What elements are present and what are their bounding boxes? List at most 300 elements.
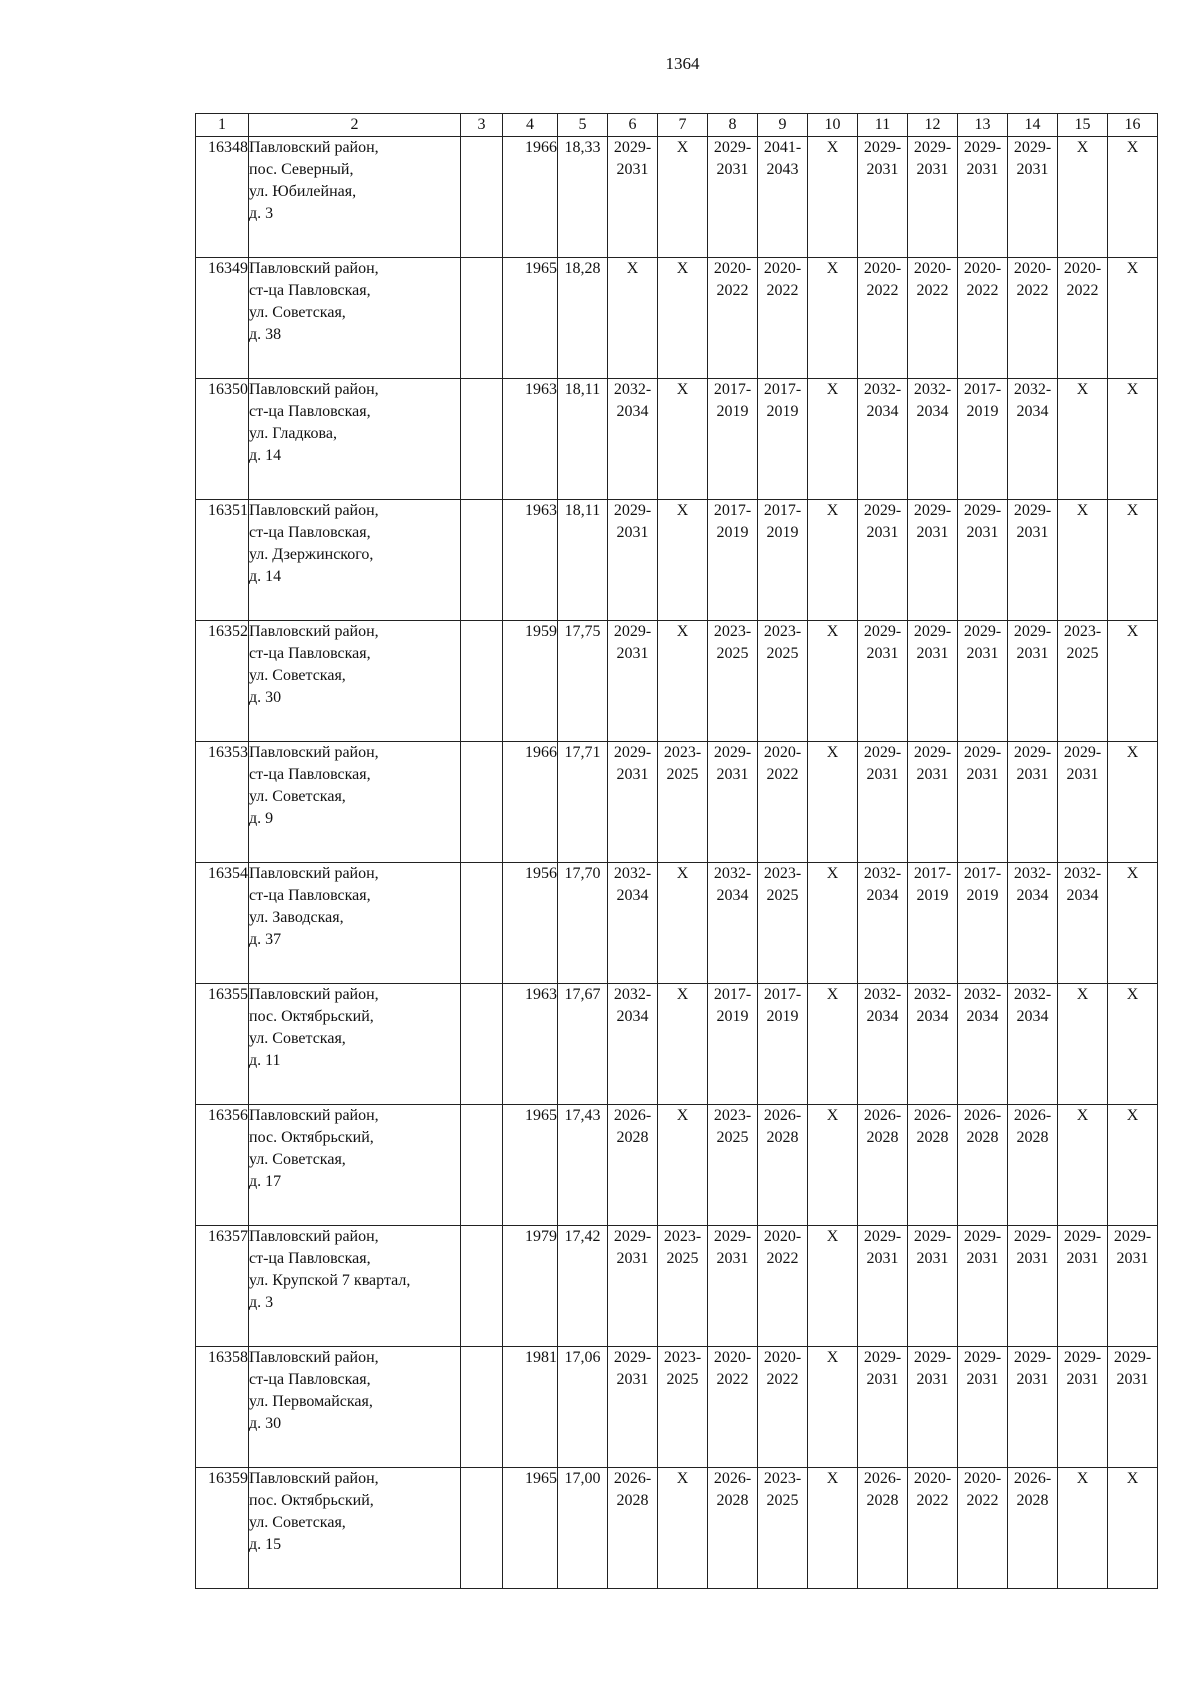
period-cell: X [658,621,708,742]
period-start: 2017- [763,381,802,398]
period-start: 2032- [713,865,752,882]
column-3-cell [461,984,503,1105]
period-cell [1008,1105,1058,1226]
period-end: 2034 [916,1008,949,1025]
period-end: 2031 [916,1371,949,1388]
year-cell: 1965 [503,1468,558,1589]
table-body [196,114,1158,1589]
period-start: 2017- [763,986,802,1003]
period-start: 2017- [763,502,802,519]
address-line: ст-ца Павловская, [249,1371,371,1388]
period-start: 2029- [963,1349,1002,1366]
period-start: 2029- [613,1349,652,1366]
period-cell [758,1468,808,1589]
table-row [196,258,1158,379]
period-start: 2029- [713,1228,752,1245]
address-line: ул. Советская, [249,1151,346,1168]
period-cell [958,137,1008,258]
address-line: д. 14 [249,568,282,585]
period-cell: X [808,137,858,258]
period-start: 2023- [663,1228,702,1245]
year-cell: 1956 [503,863,558,984]
period-end: 2034 [616,1008,649,1025]
period-cell [958,1105,1008,1226]
period-end: 2025 [666,1371,699,1388]
period-start: 2029- [913,1349,952,1366]
period-end: 2025 [666,1250,699,1267]
period-cell [708,621,758,742]
address-line: пос. Октябрьский, [249,1129,374,1146]
period-cell [1008,1226,1058,1347]
period-cell [958,258,1008,379]
period-end: 2031 [1116,1250,1149,1267]
period-cell [608,379,658,500]
value-cell: 17,71 [558,742,608,863]
column-3-cell [461,258,503,379]
period-cell: X [1108,500,1158,621]
period-end: 2031 [1066,766,1099,783]
period-start: 2029- [1013,1349,1052,1366]
period-end: 2022 [766,282,799,299]
period-start: 2029- [863,623,902,640]
column-header-4: 4 [503,114,558,137]
period-cell [658,1226,708,1347]
address-line: ул. Заводская, [249,909,344,926]
address-line: ул. Советская, [249,788,346,805]
period-start: 2020- [963,1470,1002,1487]
address-cell [249,1226,461,1347]
column-header-16: 16 [1108,114,1158,137]
period-cell [608,621,658,742]
row-number: 16353 [196,742,249,863]
table-row [196,863,1158,984]
period-cell: X [1108,1105,1158,1226]
table-row [196,742,1158,863]
period-cell [958,1226,1008,1347]
period-end: 2022 [966,1492,999,1509]
period-end: 2028 [966,1129,999,1146]
period-start: 2029- [913,744,952,761]
period-end: 2031 [716,161,749,178]
period-end: 2031 [916,524,949,541]
period-cell [708,984,758,1105]
period-end: 2025 [716,1129,749,1146]
column-header-6: 6 [608,114,658,137]
period-start: 2029- [1113,1228,1152,1245]
year-cell: 1965 [503,1105,558,1226]
address-line: Павловский район, [249,1470,379,1487]
period-end: 2031 [916,766,949,783]
row-number: 16352 [196,621,249,742]
column-number-row [196,114,1158,137]
period-start: 2032- [863,381,902,398]
period-end: 2034 [1066,887,1099,904]
period-cell: X [658,1105,708,1226]
value-cell: 17,00 [558,1468,608,1589]
period-end: 2031 [616,161,649,178]
period-end: 2031 [866,766,899,783]
period-cell: X [808,1226,858,1347]
address-line: д. 15 [249,1536,282,1553]
period-cell [708,379,758,500]
period-end: 2034 [616,887,649,904]
period-cell: X [1108,137,1158,258]
period-end: 2031 [616,766,649,783]
period-end: 2028 [866,1492,899,1509]
period-cell: X [1108,984,1158,1105]
period-cell [858,1347,908,1468]
address-cell [249,379,461,500]
period-start: 2032- [613,986,652,1003]
period-cell [1008,1347,1058,1468]
period-cell [708,742,758,863]
period-cell [608,984,658,1105]
address-line: Павловский район, [249,744,379,761]
period-cell: X [808,1105,858,1226]
address-line: пос. Октябрьский, [249,1008,374,1025]
address-line: ст-ца Павловская, [249,524,371,541]
period-cell: X [1108,1468,1158,1589]
period-cell: X [1108,742,1158,863]
period-start: 2026- [1013,1470,1052,1487]
period-start: 2029- [1013,744,1052,761]
period-end: 2019 [766,524,799,541]
period-end: 2034 [616,403,649,420]
period-cell: X [808,1347,858,1468]
column-3-cell [461,1226,503,1347]
period-cell: X [1108,621,1158,742]
period-start: 2020- [763,744,802,761]
period-cell: X [808,500,858,621]
period-cell [758,1226,808,1347]
period-end: 2031 [616,645,649,662]
period-cell [708,137,758,258]
period-end: 2028 [616,1129,649,1146]
period-start: 2029- [1113,1349,1152,1366]
period-end: 2031 [1066,1250,1099,1267]
period-end: 2031 [866,524,899,541]
period-start: 2026- [613,1107,652,1124]
period-end: 2034 [716,887,749,904]
column-3-cell [461,379,503,500]
period-start: 2023- [713,1107,752,1124]
address-cell [249,1347,461,1468]
period-cell: X [808,1468,858,1589]
table-row [196,137,1158,258]
row-number: 16357 [196,1226,249,1347]
period-cell [608,1226,658,1347]
period-start: 2029- [1063,1228,1102,1245]
period-cell [908,500,958,621]
period-end: 2031 [1016,1250,1049,1267]
period-start: 2029- [613,744,652,761]
period-cell [1058,863,1108,984]
column-header-13: 13 [958,114,1008,137]
period-end: 2022 [1066,282,1099,299]
period-cell [608,500,658,621]
period-cell [758,500,808,621]
period-cell: X [658,500,708,621]
period-cell: X [1058,379,1108,500]
registry-table [195,113,1158,1589]
period-cell [908,742,958,863]
period-cell [1058,1347,1108,1468]
period-cell [908,258,958,379]
address-line: ул. Дзержинского, [249,546,374,563]
period-cell [1008,742,1058,863]
period-cell [1058,742,1108,863]
period-start: 2023- [763,623,802,640]
table-row [196,984,1158,1105]
period-end: 2031 [1016,524,1049,541]
column-header-7: 7 [658,114,708,137]
period-cell [958,500,1008,621]
address-line: ул. Советская, [249,1030,346,1047]
period-end: 2034 [1016,403,1049,420]
period-end: 2031 [716,1250,749,1267]
address-line: ст-ца Павловская, [249,1250,371,1267]
period-end: 2028 [1016,1129,1049,1146]
row-number: 16348 [196,137,249,258]
period-cell: X [658,137,708,258]
period-start: 2029- [1013,139,1052,156]
period-cell: X [808,379,858,500]
period-cell [608,1468,658,1589]
period-start: 2032- [913,986,952,1003]
value-cell: 18,33 [558,137,608,258]
address-line: д. 30 [249,689,282,706]
address-cell [249,984,461,1105]
address-line: Павловский район, [249,623,379,640]
address-line: ул. Советская, [249,1514,346,1531]
period-start: 2029- [863,502,902,519]
address-cell [249,1468,461,1589]
period-start: 2029- [1013,623,1052,640]
period-end: 2031 [1116,1371,1149,1388]
period-end: 2043 [766,161,799,178]
period-end: 2031 [1016,1371,1049,1388]
period-end: 2022 [716,282,749,299]
period-end: 2022 [716,1371,749,1388]
column-3-cell [461,742,503,863]
period-end: 2031 [1016,645,1049,662]
period-end: 2031 [966,766,999,783]
period-start: 2032- [613,865,652,882]
period-cell [608,863,658,984]
row-number: 16356 [196,1105,249,1226]
period-end: 2028 [866,1129,899,1146]
year-cell: 1981 [503,1347,558,1468]
period-cell: X [1058,137,1108,258]
period-start: 2026- [713,1470,752,1487]
address-line: ул. Юбилейная, [249,183,357,200]
period-start: 2032- [1063,865,1102,882]
period-cell [958,863,1008,984]
period-start: 2026- [1013,1107,1052,1124]
period-start: 2017- [963,381,1002,398]
period-end: 2022 [766,1250,799,1267]
address-line: д. 14 [249,447,282,464]
period-start: 2026- [963,1107,1002,1124]
period-start: 2029- [913,502,952,519]
period-cell [708,1468,758,1589]
period-cell [1108,1226,1158,1347]
period-cell [1008,137,1058,258]
address-line: пос. Октябрьский, [249,1492,374,1509]
period-start: 2029- [863,744,902,761]
period-start: 2020- [763,1349,802,1366]
table-row [196,500,1158,621]
period-cell [758,742,808,863]
period-cell: X [1108,863,1158,984]
period-cell [908,137,958,258]
period-end: 2031 [916,645,949,662]
period-start: 2020- [963,260,1002,277]
period-end: 2031 [866,1371,899,1388]
address-line: д. 3 [249,1294,274,1311]
period-start: 2017- [713,986,752,1003]
value-cell: 17,42 [558,1226,608,1347]
period-cell: X [808,258,858,379]
period-end: 2028 [716,1492,749,1509]
period-cell: X [808,863,858,984]
column-header-12: 12 [908,114,958,137]
period-cell [658,1347,708,1468]
period-start: 2029- [913,1228,952,1245]
period-start: 2020- [713,260,752,277]
period-start: 2029- [863,1228,902,1245]
value-cell: 17,43 [558,1105,608,1226]
column-header-9: 9 [758,114,808,137]
period-end: 2022 [1016,282,1049,299]
value-cell: 18,11 [558,500,608,621]
period-end: 2019 [766,403,799,420]
period-start: 2029- [963,623,1002,640]
address-line: д. 30 [249,1415,282,1432]
table-row [196,1347,1158,1468]
period-cell [858,984,908,1105]
period-cell [1058,1226,1108,1347]
period-end: 2031 [1016,766,1049,783]
period-cell: X [1108,258,1158,379]
period-start: 2032- [863,986,902,1003]
period-start: 2026- [613,1470,652,1487]
period-cell [908,863,958,984]
period-end: 2031 [866,645,899,662]
period-start: 2020- [913,1470,952,1487]
period-start: 2026- [863,1107,902,1124]
period-cell [608,1347,658,1468]
period-start: 2029- [963,744,1002,761]
period-cell: X [658,984,708,1105]
period-cell [858,379,908,500]
period-end: 2022 [916,282,949,299]
table-row [196,1226,1158,1347]
row-number: 16354 [196,863,249,984]
period-cell [1008,984,1058,1105]
period-cell [858,621,908,742]
address-line: д. 37 [249,931,282,948]
period-start: 2029- [1063,1349,1102,1366]
column-header-2: 2 [249,114,461,137]
period-start: 2029- [913,623,952,640]
period-start: 2032- [913,381,952,398]
address-line: д. 9 [249,810,274,827]
row-number: 16358 [196,1347,249,1468]
column-header-1: 1 [196,114,249,137]
column-3-cell [461,500,503,621]
period-cell [708,1226,758,1347]
period-cell [958,621,1008,742]
period-cell: X [808,621,858,742]
address-cell [249,258,461,379]
period-end: 2034 [866,403,899,420]
address-line: Павловский район, [249,1107,379,1124]
period-end: 2031 [916,1250,949,1267]
column-3-cell [461,1105,503,1226]
column-3-cell [461,863,503,984]
address-line: Павловский район, [249,1228,379,1245]
period-cell [908,1347,958,1468]
period-start: 2026- [863,1470,902,1487]
period-cell [1108,1347,1158,1468]
period-cell [708,1105,758,1226]
period-cell [758,984,808,1105]
period-cell [708,1347,758,1468]
address-line: ул. Советская, [249,304,346,321]
period-end: 2022 [766,1371,799,1388]
period-end: 2031 [966,524,999,541]
period-start: 2029- [1063,744,1102,761]
period-start: 2029- [963,1228,1002,1245]
column-3-cell [461,621,503,742]
period-cell [858,137,908,258]
period-cell [708,863,758,984]
period-end: 2022 [916,1492,949,1509]
period-cell: X [658,863,708,984]
period-start: 2029- [613,1228,652,1245]
period-start: 2017- [913,865,952,882]
period-end: 2022 [766,766,799,783]
period-start: 2029- [913,139,952,156]
period-end: 2031 [966,161,999,178]
period-start: 2032- [1013,986,1052,1003]
value-cell: 17,06 [558,1347,608,1468]
period-start: 2032- [1013,381,1052,398]
column-header-5: 5 [558,114,608,137]
period-cell [708,500,758,621]
period-cell: X [1058,1468,1108,1589]
period-start: 2017- [713,381,752,398]
period-start: 2020- [763,1228,802,1245]
period-cell [858,1468,908,1589]
period-end: 2028 [766,1129,799,1146]
year-cell: 1979 [503,1226,558,1347]
address-line: пос. Северный, [249,161,354,178]
row-number: 16349 [196,258,249,379]
address-cell [249,137,461,258]
period-end: 2034 [866,1008,899,1025]
address-line: ул. Крупской 7 квартал, [249,1272,411,1289]
value-cell: 18,11 [558,379,608,500]
period-start: 2029- [713,139,752,156]
period-end: 2019 [766,1008,799,1025]
address-line: ст-ца Павловская, [249,887,371,904]
column-header-14: 14 [1008,114,1058,137]
period-start: 2020- [913,260,952,277]
period-end: 2031 [616,1250,649,1267]
period-cell [858,1105,908,1226]
